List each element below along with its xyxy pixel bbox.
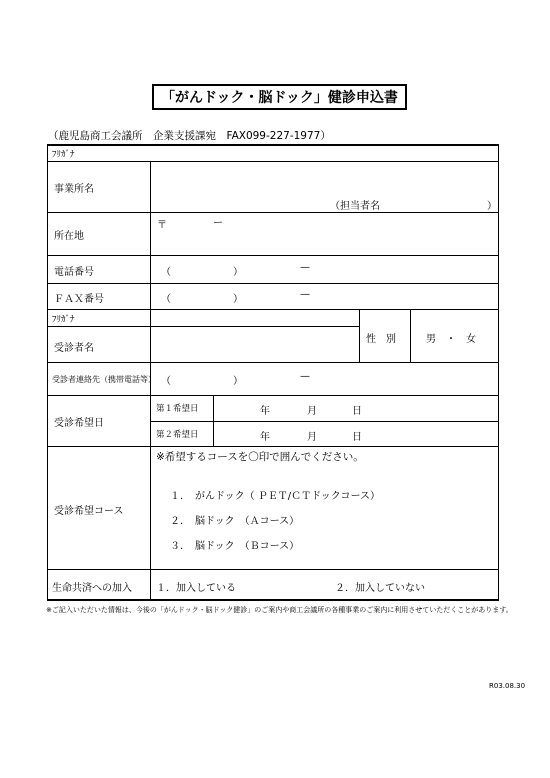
preferred-date-label: 受診希望日 bbox=[54, 418, 104, 429]
phone-label: 電話番号 bbox=[54, 267, 94, 278]
gender-options: 男 ・ 女 bbox=[426, 334, 476, 345]
address-label: 所在地 bbox=[54, 231, 84, 242]
course-option-3[interactable]: ３． 脳ドック （Ｂコース） bbox=[170, 541, 300, 552]
choice1-label: 第１希望日 bbox=[156, 404, 199, 414]
course-option-1[interactable]: １． がんドック（ ＰＥＴ/ＣＴドックコース） bbox=[170, 491, 381, 502]
fax-paren-close: ） bbox=[233, 294, 243, 305]
insurance-label: 生命共済への加入 bbox=[52, 583, 132, 594]
fax-dash: — bbox=[300, 289, 310, 300]
gender-label: 性 別 bbox=[366, 334, 396, 345]
choice1-month: 月 bbox=[307, 406, 317, 417]
insurance-yes[interactable]: １．加入している bbox=[156, 583, 236, 594]
contact-person-label: （担当者名 bbox=[330, 201, 380, 212]
contact-person-close: ） bbox=[487, 201, 497, 212]
fax-paren-open: （ bbox=[161, 294, 171, 305]
form-title: 「がんドック・脳ドック」健診申込書 bbox=[152, 84, 407, 110]
furigana-label: ﾌﾘｶﾞﾅ bbox=[52, 150, 75, 160]
privacy-footnote: ※ご記入いただいた情報は、今後の「がんドック・脳ドック健診」のご案内や商工会議所の各種事業のご案内に利用させていただくことがあります。 bbox=[46, 606, 513, 614]
postal-dash: ー bbox=[213, 218, 223, 229]
choice1-day: 日 bbox=[352, 406, 362, 417]
choice1-year: 年 bbox=[260, 406, 270, 417]
phone-paren-close: ） bbox=[233, 267, 243, 278]
insurance-no[interactable]: ２．加入していない bbox=[335, 583, 425, 594]
examinee-contact-label: 受診者連絡先（携帯電話等） bbox=[52, 375, 156, 384]
choice2-label: 第２希望日 bbox=[156, 430, 199, 440]
submit-to-line: （鹿児島商工会議所 企業支援課宛 FAX099-227-1977） bbox=[48, 130, 331, 142]
phone-paren-open: （ bbox=[161, 267, 171, 278]
fax-label: ＦＡＸ番号 bbox=[54, 294, 104, 305]
choice2-month: 月 bbox=[307, 432, 317, 443]
examinee-name-label: 受診者名 bbox=[54, 343, 94, 354]
choice2-year: 年 bbox=[260, 432, 270, 443]
furigana2-label: ﾌﾘｶﾞﾅ bbox=[52, 315, 75, 325]
postal-mark: 〒 bbox=[157, 220, 167, 231]
contact-dash: — bbox=[300, 371, 310, 382]
preferred-course-label: 受診希望コース bbox=[54, 506, 124, 517]
contact-paren-open: （ bbox=[161, 376, 171, 387]
choice2-day: 日 bbox=[352, 432, 362, 443]
contact-paren-close: ） bbox=[233, 376, 243, 387]
phone-dash: — bbox=[300, 262, 310, 273]
course-instruction: ※希望するコースを〇印で囲んでください。 bbox=[156, 451, 364, 463]
course-option-2[interactable]: ２． 脳ドック （Ａコース） bbox=[170, 516, 300, 527]
company-name-label: 事業所名 bbox=[54, 184, 94, 195]
revision-date: R03.08.30 bbox=[489, 682, 526, 690]
